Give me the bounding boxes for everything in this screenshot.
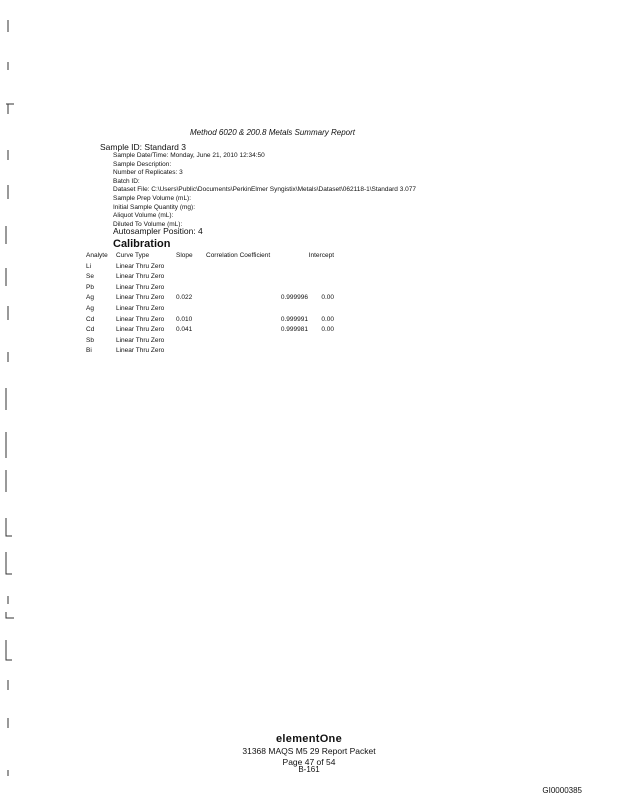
table-cell: 0.00: [321, 315, 334, 323]
metadata-line: Aliquot Volume (mL):: [113, 212, 174, 220]
table-cell: Linear Thru Zero: [116, 347, 165, 355]
table-cell: [206, 272, 272, 283]
column-header: [272, 251, 308, 262]
metadata-line: Dataset File: C:\Users\Public\Documents\PerkinElmer Syngistix\Metals\Dataset\062118-1\Standard 3.077: [113, 186, 416, 194]
sample-id: Sample ID: Standard 3: [100, 142, 186, 152]
table-cell: 0.999996: [280, 294, 308, 302]
table-cell: [206, 336, 272, 347]
metadata-line: Sample Description:: [113, 160, 172, 168]
company-logo: elementOne: [276, 733, 342, 745]
table-cell: 0.999981: [280, 326, 308, 334]
table-cell: Linear Thru Zero: [116, 304, 165, 312]
table-cell: [308, 272, 334, 283]
table-cell: [206, 293, 272, 304]
table-row: [86, 325, 334, 336]
table-cell: [206, 262, 272, 273]
table-cell: 0.999991: [280, 315, 308, 323]
table-cell: [206, 315, 272, 326]
sample-metadata: [113, 152, 416, 229]
report-packet-label: 31368 MAQS M5 29 Report Packet: [242, 746, 376, 756]
table-cell: Li: [86, 262, 92, 270]
table-cell: [176, 262, 206, 273]
table-cell: [206, 304, 272, 315]
table-cell: Linear Thru Zero: [116, 326, 165, 334]
table-cell: [272, 283, 308, 294]
table-cell: [206, 325, 272, 336]
table-row: [86, 262, 334, 273]
table-cell: Ag: [86, 304, 94, 312]
calibration-heading: Calibration: [113, 238, 171, 250]
table-cell: 0.041: [176, 326, 193, 334]
metadata-line: Batch ID:: [113, 177, 140, 185]
metadata-line: Sample Date/Time: Monday, June 21, 2010 12:34:50: [113, 152, 265, 159]
bates-number: GI0000385: [542, 786, 582, 795]
table-row: [86, 346, 334, 357]
table-cell: [176, 283, 206, 294]
table-row: [86, 293, 334, 304]
table-cell: [308, 262, 334, 273]
table-cell: Linear Thru Zero: [116, 336, 165, 344]
table-cell: Sb: [86, 336, 94, 344]
table-row: [86, 283, 334, 294]
column-header: Slope: [176, 252, 193, 259]
table-cell: 0.00: [321, 326, 334, 334]
column-header: Curve Type: [116, 252, 150, 259]
page-number: Page 47 of 54: [282, 757, 336, 767]
table-cell: Bi: [86, 347, 92, 355]
table-cell: [206, 346, 272, 357]
metadata-line: Sample Prep Volume (mL):: [113, 194, 192, 202]
calibration-table: [86, 251, 334, 357]
metadata-line: Number of Replicates: 3: [113, 169, 183, 177]
table-cell: [176, 304, 206, 315]
page-id: B-161: [298, 765, 320, 774]
table-cell: Cd: [86, 326, 95, 334]
table-cell: Linear Thru Zero: [116, 273, 165, 281]
table-cell: [272, 346, 308, 357]
table-cell: 0.010: [176, 315, 193, 323]
column-header: Correlation Coefficient: [206, 252, 271, 259]
table-header-row: [86, 251, 334, 262]
table-row: [86, 304, 334, 315]
table-cell: [272, 262, 308, 273]
table-cell: [206, 283, 272, 294]
table-cell: [272, 304, 308, 315]
table-row: [86, 315, 334, 326]
column-header: Analyte: [86, 252, 108, 259]
table-cell: 0.022: [176, 294, 193, 302]
table-cell: [176, 272, 206, 283]
table-cell: [176, 336, 206, 347]
table-cell: 0.00: [321, 294, 334, 302]
table-cell: [272, 336, 308, 347]
table-cell: [308, 283, 334, 294]
table-cell: [308, 304, 334, 315]
table-cell: Cd: [86, 315, 95, 323]
column-header: Intercept: [308, 252, 334, 259]
table-cell: Pb: [86, 283, 94, 291]
table-row: [86, 336, 334, 347]
report-title: Method 6020 & 200.8 Metals Summary Report: [190, 128, 355, 137]
table-cell: [308, 346, 334, 357]
scan-edge-marks: [0, 0, 20, 800]
table-cell: Ag: [86, 294, 94, 302]
table-cell: Linear Thru Zero: [116, 262, 165, 270]
table-cell: Linear Thru Zero: [116, 294, 165, 302]
table-row: [86, 272, 334, 283]
table-cell: [308, 336, 334, 347]
metadata-line: Diluted To Volume (mL):: [113, 220, 183, 228]
autosampler-position: Autosampler Position: 4: [113, 226, 203, 236]
table-cell: [272, 272, 308, 283]
table-cell: Se: [86, 273, 94, 281]
table-cell: Linear Thru Zero: [116, 283, 165, 291]
table-cell: Linear Thru Zero: [116, 315, 165, 323]
table-cell: [176, 346, 206, 357]
metadata-line: Initial Sample Quantity (mg):: [113, 203, 196, 211]
